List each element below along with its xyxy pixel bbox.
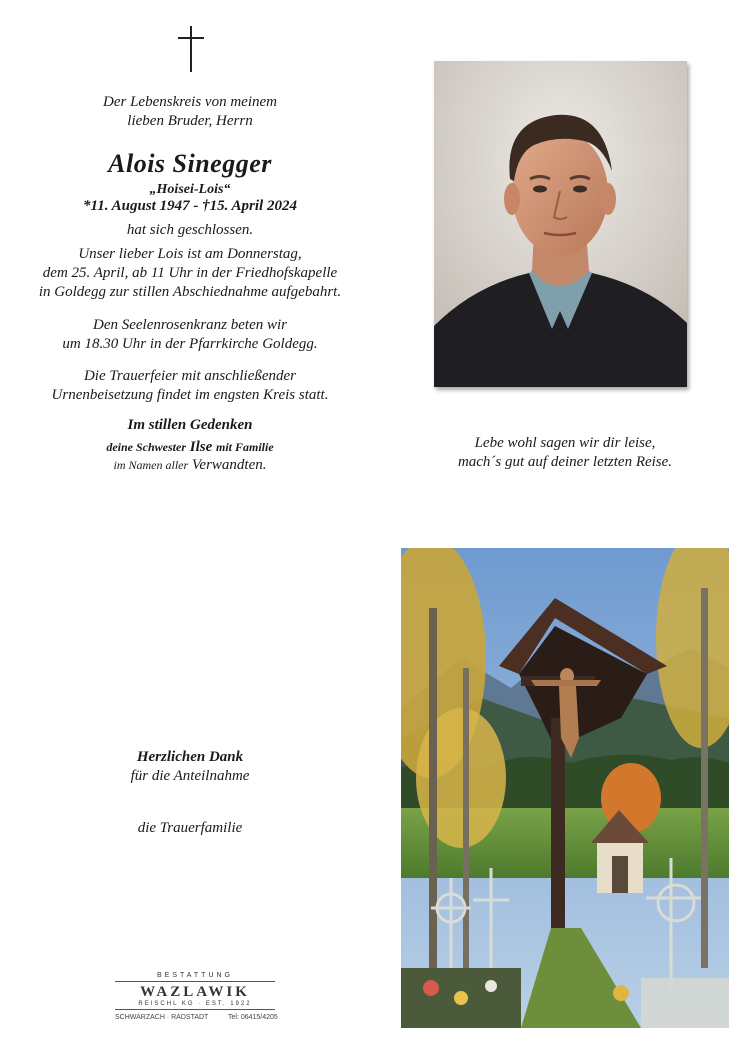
- life-dates: *11. August 1947 - †15. April 2024: [83, 198, 297, 214]
- ceremony-line-1: Die Trauerfeier mit anschließender: [83, 368, 297, 384]
- logo-subtitle: REISCHL KG · EST. 1922: [138, 1001, 252, 1007]
- memory-title: Im stillen Gedenken: [127, 417, 253, 433]
- crucifix-landscape-photo: [401, 548, 729, 1028]
- memory-relatives-word: Verwandten.: [191, 457, 267, 473]
- family-signature: die Trauerfamilie: [137, 820, 243, 836]
- memory-sister-label: deine Schwester: [106, 440, 186, 454]
- thanks-title: Herzlichen Dank: [136, 749, 244, 765]
- viewing-line-3: in Goldegg zur stillen Abschiednahme aufgebahrt.: [38, 284, 342, 300]
- verse-line-1: Lebe wohl sagen wir dir leise,: [474, 435, 656, 451]
- logo-locations: SCHWARZACH · RADSTADT: [115, 1014, 209, 1021]
- closed-line: hat sich geschlossen.: [126, 222, 254, 238]
- portrait-photo: [434, 61, 687, 387]
- cross-icon: [178, 26, 204, 72]
- rosary-line-1: Den Seelenrosenkranz beten wir: [93, 317, 287, 333]
- logo-top-text: BESTATTUNG: [156, 972, 234, 979]
- viewing-line-2: dem 25. April, ab 11 Uhr in der Friedhofskapelle: [42, 265, 338, 281]
- ceremony-line-2: Urnenbeisetzung findet im engsten Kreis statt.: [51, 387, 329, 403]
- intro-line-2: lieben Bruder, Herrn: [127, 113, 253, 129]
- memory-sister-name: Ilse: [189, 439, 213, 455]
- verse-line-2: mach´s gut auf deiner letzten Reise.: [457, 454, 673, 470]
- memory-relatives-line: [30, 456, 350, 474]
- nickname: „Hoisei-Lois“: [149, 182, 231, 197]
- undertaker-logo: [115, 972, 275, 1012]
- deceased-name: Alois Sinegger: [108, 149, 272, 178]
- memory-family-label: mit Familie: [216, 440, 274, 454]
- rosary-line-2: um 18.30 Uhr in der Pfarrkirche Goldegg.: [62, 336, 318, 352]
- memory-family-line: [30, 438, 350, 456]
- intro-line-1: Der Lebenskreis von meinem: [103, 94, 277, 110]
- viewing-line-1: Unser lieber Lois ist am Donnerstag,: [78, 246, 302, 262]
- thanks-line: für die Anteilnahme: [130, 768, 250, 784]
- logo-phone: Tel: 06415/4205: [228, 1014, 278, 1021]
- memory-relatives-prefix: im Namen aller: [113, 458, 189, 472]
- logo-brand: WAZLAWIK: [140, 984, 250, 1000]
